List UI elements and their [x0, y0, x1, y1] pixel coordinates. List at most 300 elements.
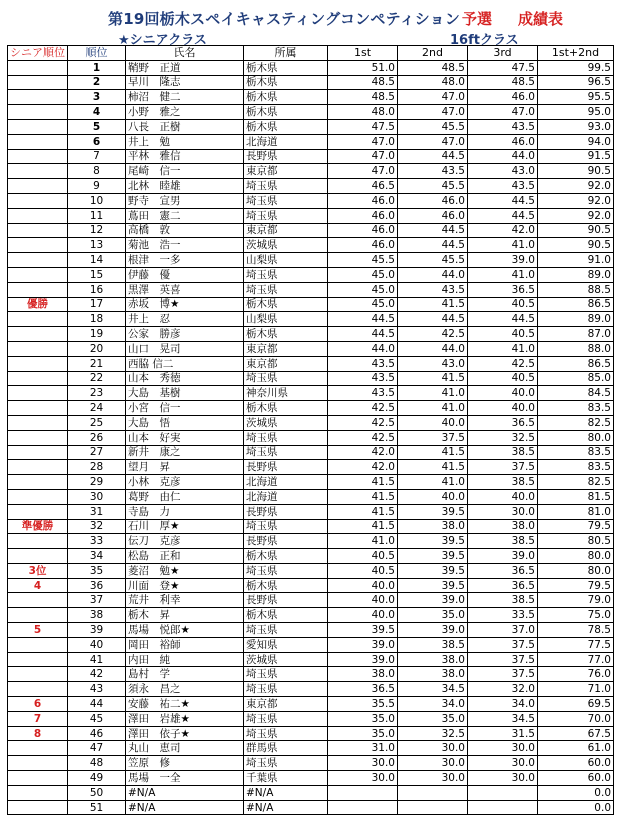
name-cell: 大島 悟 [126, 415, 244, 430]
affiliation-cell: 東京都 [244, 223, 328, 238]
total-cell: 60.0 [538, 771, 614, 786]
score-3rd-cell: 41.0 [468, 238, 538, 253]
table-row [8, 652, 614, 667]
score-3rd-cell: 47.5 [468, 60, 538, 75]
total-cell: 79.5 [538, 578, 614, 593]
score-1st-cell: 30.0 [328, 771, 398, 786]
rank-cell: 6 [8, 697, 68, 712]
total-cell: 81.0 [538, 504, 614, 519]
page-title [0, 8, 620, 30]
score-2nd-cell: 47.0 [398, 105, 468, 120]
position-cell: 49 [68, 771, 126, 786]
rank-cell: 優勝 [8, 297, 68, 312]
total-cell: 0.0 [538, 785, 614, 800]
name-cell: 馬場 一全 [126, 771, 244, 786]
total-cell: 91.5 [538, 149, 614, 164]
position-cell: 13 [68, 238, 126, 253]
position-cell: 28 [68, 460, 126, 475]
score-2nd-cell: 48.0 [398, 75, 468, 90]
score-2nd-cell: 38.0 [398, 652, 468, 667]
name-cell: 澤田 岩雄★ [126, 711, 244, 726]
score-3rd-cell: 38.5 [468, 475, 538, 490]
score-1st-cell [328, 800, 398, 815]
score-1st-cell: 35.0 [328, 726, 398, 741]
score-1st-cell: 45.0 [328, 282, 398, 297]
rank-cell [8, 149, 68, 164]
position-cell: 3 [68, 90, 126, 105]
rank-cell [8, 652, 68, 667]
table-row [8, 297, 614, 312]
score-3rd-cell: 43.5 [468, 119, 538, 134]
table-row [8, 667, 614, 682]
table-row [8, 179, 614, 194]
score-3rd-cell: 41.0 [468, 267, 538, 282]
score-1st-cell: 43.5 [328, 356, 398, 371]
table-row [8, 105, 614, 120]
score-2nd-cell: 35.0 [398, 608, 468, 623]
rank-cell [8, 608, 68, 623]
name-cell: #N/A [126, 785, 244, 800]
affiliation-cell: 埼玉県 [244, 519, 328, 534]
rank-cell: 3位 [8, 563, 68, 578]
score-3rd-cell: 30.0 [468, 741, 538, 756]
score-1st-cell: 39.0 [328, 637, 398, 652]
position-cell: 4 [68, 105, 126, 120]
name-cell: 柿沼 健二 [126, 90, 244, 105]
rank-cell [8, 667, 68, 682]
score-3rd-cell: 33.5 [468, 608, 538, 623]
total-cell: 78.5 [538, 623, 614, 638]
score-2nd-cell: 39.0 [398, 623, 468, 638]
score-3rd-cell: 40.5 [468, 371, 538, 386]
score-2nd-cell [398, 800, 468, 815]
rank-cell [8, 238, 68, 253]
score-3rd-cell: 37.5 [468, 652, 538, 667]
rank-cell [8, 119, 68, 134]
name-cell: 井上 勉 [126, 134, 244, 149]
position-cell: 26 [68, 430, 126, 445]
affiliation-cell: 栃木県 [244, 401, 328, 416]
score-2nd-cell: 39.5 [398, 549, 468, 564]
affiliation-cell: 茨城県 [244, 238, 328, 253]
affiliation-cell: 愛知県 [244, 637, 328, 652]
total-cell: 80.5 [538, 534, 614, 549]
score-1st-cell: 45.0 [328, 267, 398, 282]
total-cell: 70.0 [538, 711, 614, 726]
affiliation-cell: 栃木県 [244, 578, 328, 593]
table-row [8, 711, 614, 726]
table-row [8, 238, 614, 253]
name-cell: 内田 純 [126, 652, 244, 667]
score-1st-cell: 42.0 [328, 445, 398, 460]
score-1st-cell: 41.5 [328, 504, 398, 519]
score-3rd-cell: 37.5 [468, 637, 538, 652]
name-cell: 八長 正樹 [126, 119, 244, 134]
score-2nd-cell: 41.0 [398, 475, 468, 490]
rod-class: 16ftクラス [450, 33, 519, 48]
score-2nd-cell: 41.0 [398, 401, 468, 416]
score-1st-cell: 35.5 [328, 697, 398, 712]
affiliation-cell: 埼玉県 [244, 371, 328, 386]
score-2nd-cell: 32.5 [398, 726, 468, 741]
score-1st-cell: 39.0 [328, 652, 398, 667]
position-cell: 33 [68, 534, 126, 549]
score-1st-cell: 46.5 [328, 179, 398, 194]
score-2nd-cell: 42.5 [398, 327, 468, 342]
position-cell: 22 [68, 371, 126, 386]
title-results: 成績表 [518, 10, 564, 28]
position-cell: 34 [68, 549, 126, 564]
score-3rd-cell: 44.0 [468, 149, 538, 164]
rank-cell [8, 164, 68, 179]
score-1st-cell: 40.0 [328, 578, 398, 593]
total-cell: 95.0 [538, 105, 614, 120]
table-row [8, 608, 614, 623]
affiliation-cell: 埼玉県 [244, 623, 328, 638]
name-cell: 栃木 昇 [126, 608, 244, 623]
total-cell: 88.5 [538, 282, 614, 297]
score-1st-cell: 42.0 [328, 460, 398, 475]
affiliation-cell: 茨城県 [244, 415, 328, 430]
score-3rd-cell: 38.5 [468, 534, 538, 549]
table-row [8, 90, 614, 105]
table-row [8, 149, 614, 164]
name-cell: 野寺 宣男 [126, 193, 244, 208]
position-cell: 32 [68, 519, 126, 534]
affiliation-cell: 千葉県 [244, 771, 328, 786]
total-cell: 84.5 [538, 386, 614, 401]
rank-cell [8, 75, 68, 90]
rank-cell [8, 771, 68, 786]
name-cell: 澤田 依子★ [126, 726, 244, 741]
position-cell: 35 [68, 563, 126, 578]
affiliation-cell: #N/A [244, 800, 328, 815]
table-row [8, 253, 614, 268]
position-cell: 38 [68, 608, 126, 623]
rank-cell [8, 401, 68, 416]
position-cell: 29 [68, 475, 126, 490]
affiliation-cell: 栃木県 [244, 327, 328, 342]
total-cell: 92.0 [538, 193, 614, 208]
rank-cell: 4 [8, 578, 68, 593]
position-cell: 9 [68, 179, 126, 194]
score-1st-cell: 42.5 [328, 415, 398, 430]
name-cell: 山本 秀徳 [126, 371, 244, 386]
total-cell: 81.5 [538, 489, 614, 504]
name-cell: 赤坂 博★ [126, 297, 244, 312]
table-row [8, 193, 614, 208]
score-2nd-cell: 37.5 [398, 430, 468, 445]
header-name: 氏名 [126, 46, 244, 61]
table-row [8, 697, 614, 712]
score-3rd-cell: 40.0 [468, 401, 538, 416]
table-row [8, 741, 614, 756]
affiliation-cell: 栃木県 [244, 608, 328, 623]
affiliation-cell: 埼玉県 [244, 430, 328, 445]
name-cell: 井上 忍 [126, 312, 244, 327]
position-cell: 1 [68, 60, 126, 75]
score-1st-cell: 46.0 [328, 238, 398, 253]
total-cell: 91.0 [538, 253, 614, 268]
table-row [8, 164, 614, 179]
score-1st-cell: 42.5 [328, 401, 398, 416]
affiliation-cell: 東京都 [244, 164, 328, 179]
score-3rd-cell: 34.5 [468, 711, 538, 726]
table-row [8, 578, 614, 593]
score-3rd-cell: 39.0 [468, 253, 538, 268]
score-1st-cell: 44.5 [328, 327, 398, 342]
score-2nd-cell: 41.5 [398, 371, 468, 386]
rank-cell [8, 593, 68, 608]
table-row [8, 415, 614, 430]
table-row [8, 401, 614, 416]
score-2nd-cell: 41.5 [398, 297, 468, 312]
score-3rd-cell: 37.0 [468, 623, 538, 638]
score-2nd-cell: 41.0 [398, 386, 468, 401]
score-1st-cell: 47.0 [328, 149, 398, 164]
score-2nd-cell: 38.0 [398, 667, 468, 682]
rank-cell [8, 445, 68, 460]
rank-cell [8, 504, 68, 519]
position-cell: 47 [68, 741, 126, 756]
score-2nd-cell: 44.0 [398, 341, 468, 356]
score-2nd-cell: 34.0 [398, 697, 468, 712]
affiliation-cell: 埼玉県 [244, 193, 328, 208]
position-cell: 17 [68, 297, 126, 312]
score-1st-cell: 51.0 [328, 60, 398, 75]
affiliation-cell: 栃木県 [244, 297, 328, 312]
rank-cell [8, 105, 68, 120]
score-2nd-cell: 41.5 [398, 445, 468, 460]
position-cell: 8 [68, 164, 126, 179]
score-1st-cell: 43.5 [328, 371, 398, 386]
header-rank: シニア順位 [8, 46, 68, 61]
position-cell: 14 [68, 253, 126, 268]
score-2nd-cell: 44.5 [398, 149, 468, 164]
affiliation-cell: 栃木県 [244, 60, 328, 75]
affiliation-cell: 埼玉県 [244, 179, 328, 194]
total-cell: 92.0 [538, 179, 614, 194]
total-cell: 96.5 [538, 75, 614, 90]
rank-cell [8, 785, 68, 800]
score-2nd-cell: 43.5 [398, 164, 468, 179]
position-cell: 20 [68, 341, 126, 356]
score-2nd-cell [398, 785, 468, 800]
name-cell: 山口 晃司 [126, 341, 244, 356]
position-cell: 2 [68, 75, 126, 90]
table-row [8, 267, 614, 282]
score-1st-cell: 43.5 [328, 386, 398, 401]
position-cell: 41 [68, 652, 126, 667]
rank-cell [8, 549, 68, 564]
score-3rd-cell: 38.0 [468, 519, 538, 534]
table-row [8, 593, 614, 608]
position-cell: 15 [68, 267, 126, 282]
score-3rd-cell: 36.5 [468, 415, 538, 430]
score-3rd-cell: 40.0 [468, 489, 538, 504]
score-1st-cell: 45.0 [328, 297, 398, 312]
total-cell: 75.0 [538, 608, 614, 623]
table-row [8, 534, 614, 549]
name-cell: 伝刀 克彦 [126, 534, 244, 549]
rank-cell [8, 356, 68, 371]
total-cell: 0.0 [538, 800, 614, 815]
total-cell: 60.0 [538, 756, 614, 771]
score-3rd-cell: 37.5 [468, 460, 538, 475]
total-cell: 79.0 [538, 593, 614, 608]
table-row [8, 430, 614, 445]
name-cell: 島村 学 [126, 667, 244, 682]
total-cell: 61.0 [538, 741, 614, 756]
score-1st-cell: 40.5 [328, 549, 398, 564]
score-2nd-cell: 43.5 [398, 282, 468, 297]
table-row [8, 371, 614, 386]
affiliation-cell: 長野県 [244, 593, 328, 608]
table-row [8, 460, 614, 475]
table-row [8, 726, 614, 741]
name-cell: 川面 登★ [126, 578, 244, 593]
score-3rd-cell: 44.5 [468, 312, 538, 327]
position-cell: 7 [68, 149, 126, 164]
score-1st-cell: 41.0 [328, 534, 398, 549]
position-cell: 39 [68, 623, 126, 638]
score-2nd-cell: 44.5 [398, 238, 468, 253]
total-cell: 80.0 [538, 549, 614, 564]
score-3rd-cell: 30.0 [468, 756, 538, 771]
score-1st-cell: 47.0 [328, 134, 398, 149]
table-row [8, 519, 614, 534]
total-cell: 88.0 [538, 341, 614, 356]
score-1st-cell: 48.0 [328, 105, 398, 120]
score-2nd-cell: 38.5 [398, 637, 468, 652]
name-cell: 小野 雅之 [126, 105, 244, 120]
total-cell: 71.0 [538, 682, 614, 697]
score-1st-cell: 40.0 [328, 608, 398, 623]
total-cell: 76.0 [538, 667, 614, 682]
score-3rd-cell: 47.0 [468, 105, 538, 120]
affiliation-cell: 神奈川県 [244, 386, 328, 401]
total-cell: 69.5 [538, 697, 614, 712]
rank-cell [8, 534, 68, 549]
rank-cell [8, 312, 68, 327]
header-affiliation: 所属 [244, 46, 328, 61]
total-cell: 95.5 [538, 90, 614, 105]
score-2nd-cell: 44.5 [398, 312, 468, 327]
rank-cell: 7 [8, 711, 68, 726]
score-1st-cell: 44.5 [328, 312, 398, 327]
affiliation-cell: 埼玉県 [244, 563, 328, 578]
score-3rd-cell: 38.5 [468, 593, 538, 608]
total-cell: 77.5 [538, 637, 614, 652]
affiliation-cell: 山梨県 [244, 253, 328, 268]
table-row [8, 756, 614, 771]
score-3rd-cell: 30.0 [468, 771, 538, 786]
affiliation-cell: 栃木県 [244, 75, 328, 90]
affiliation-cell: 栃木県 [244, 549, 328, 564]
total-cell: 93.0 [538, 119, 614, 134]
name-cell: 菱沼 勉★ [126, 563, 244, 578]
position-cell: 6 [68, 134, 126, 149]
score-2nd-cell: 39.5 [398, 578, 468, 593]
position-cell: 51 [68, 800, 126, 815]
name-cell: 丸山 恵司 [126, 741, 244, 756]
rank-cell [8, 682, 68, 697]
affiliation-cell: #N/A [244, 785, 328, 800]
score-3rd-cell: 43.0 [468, 164, 538, 179]
position-cell: 24 [68, 401, 126, 416]
position-cell: 21 [68, 356, 126, 371]
score-2nd-cell: 45.5 [398, 179, 468, 194]
score-1st-cell: 36.5 [328, 682, 398, 697]
affiliation-cell: 埼玉県 [244, 208, 328, 223]
score-3rd-cell: 32.5 [468, 430, 538, 445]
score-3rd-cell: 39.0 [468, 549, 538, 564]
score-3rd-cell: 46.0 [468, 134, 538, 149]
score-2nd-cell: 40.0 [398, 415, 468, 430]
name-cell: 伊藤 優 [126, 267, 244, 282]
affiliation-cell: 長野県 [244, 504, 328, 519]
score-3rd-cell: 32.0 [468, 682, 538, 697]
score-3rd-cell: 40.0 [468, 386, 538, 401]
table-row [8, 60, 614, 75]
position-cell: 11 [68, 208, 126, 223]
score-3rd-cell: 48.5 [468, 75, 538, 90]
affiliation-cell: 茨城県 [244, 652, 328, 667]
header-first: 1st [328, 46, 398, 61]
rank-cell [8, 800, 68, 815]
name-cell: 尾崎 信一 [126, 164, 244, 179]
position-cell: 23 [68, 386, 126, 401]
total-cell: 86.5 [538, 356, 614, 371]
rank-cell [8, 90, 68, 105]
rank-cell [8, 282, 68, 297]
name-cell: 安藤 祐二★ [126, 697, 244, 712]
position-cell: 31 [68, 504, 126, 519]
name-cell: 笠原 修 [126, 756, 244, 771]
rank-cell [8, 179, 68, 194]
score-2nd-cell: 39.5 [398, 534, 468, 549]
score-2nd-cell: 48.5 [398, 60, 468, 75]
header-third: 3rd [468, 46, 538, 61]
table-row [8, 489, 614, 504]
total-cell: 92.0 [538, 208, 614, 223]
total-cell: 94.0 [538, 134, 614, 149]
rank-cell: 準優勝 [8, 519, 68, 534]
name-cell: 大島 基樹 [126, 386, 244, 401]
table-row [8, 563, 614, 578]
score-2nd-cell: 39.5 [398, 504, 468, 519]
affiliation-cell: 栃木県 [244, 90, 328, 105]
total-cell: 86.5 [538, 297, 614, 312]
score-1st-cell [328, 785, 398, 800]
rank-cell [8, 341, 68, 356]
position-cell: 46 [68, 726, 126, 741]
position-cell: 43 [68, 682, 126, 697]
table-row [8, 637, 614, 652]
score-2nd-cell: 47.0 [398, 134, 468, 149]
name-cell: 新井 康之 [126, 445, 244, 460]
affiliation-cell: 東京都 [244, 341, 328, 356]
score-1st-cell: 42.5 [328, 430, 398, 445]
rank-cell [8, 371, 68, 386]
score-2nd-cell: 40.0 [398, 489, 468, 504]
score-3rd-cell: 41.0 [468, 341, 538, 356]
affiliation-cell: 栃木県 [244, 119, 328, 134]
score-1st-cell: 48.5 [328, 75, 398, 90]
score-3rd-cell: 40.5 [468, 297, 538, 312]
title-round: 予選 [462, 10, 493, 28]
name-cell: 葛野 由仁 [126, 489, 244, 504]
